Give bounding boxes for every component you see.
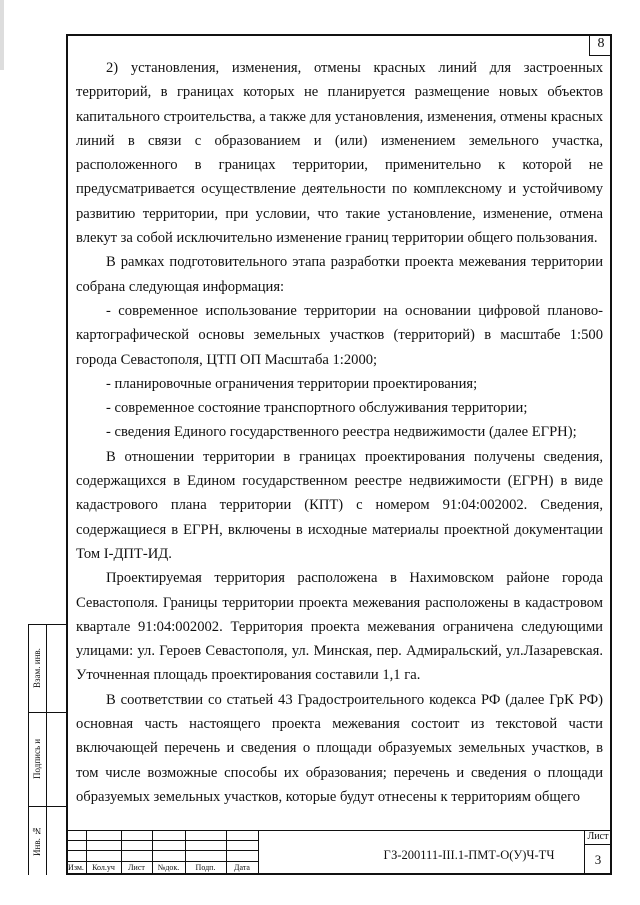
stamp-header-list: Лист [128,863,145,872]
list-item-planning-restrictions: - планировочные ограничения территории проектирования; [106,375,478,392]
sheet-label: Лист [587,831,609,842]
stamp-row-line [66,840,258,841]
list-item-egrn: - сведения Единого государственного реестра недвижимости (далее ЕГРН); [106,424,577,441]
top-page-number: 8 [589,34,612,56]
stamp-sheet-line [584,844,612,845]
stamp-header-ndok: №док. [157,863,180,872]
document-code: ГЗ-200111-III.1-ПМТ-О(У)Ч-ТЧ [383,848,555,862]
stamp-header-kol-uch: Кол.уч [92,863,115,872]
title-block-stamp [66,830,612,875]
scan-edge-mark [0,0,4,70]
left-side-stamp [28,624,66,875]
document-body [76,56,603,809]
paragraph-article-43: В соответствии со статьей 43 Градостроительного кодекса РФ (далее ГрК РФ) основная часть настоящего проекта межевания состоит из текстовой части включающей перечень и сведения о площади образуемых земельных участков, в том числе возможные способы их образования; перечень и сведения о площади образуемых земельных участков, которые будут отнесены к территориям общего [76,691,603,805]
stamp-top-line [66,830,612,831]
stamp-header-data: Дата [234,863,250,872]
stamp-header-podp: Подп. [195,863,216,872]
side-label-inv-no: Инв. № [32,825,42,856]
stamp-col-line [258,830,259,875]
paragraph-egrn-info: В отношении территории в границах проектирования получены сведения, содержащихся в Едином государственном реестре недвижимости (ЕГРН) в виде кадастрового плана территории (КПТ) с номером 91:04:002002. Сведения, содержащиеся в ЕГРН, включены в исходные материалы проектной документации Том I-ДПТ-ИД. [76,448,603,562]
side-label-podpis: Подпись и [32,738,42,780]
list-item-current-use: - современное использование территории на основании цифровой планово-картографической основы земельных участков (территорий) в масштабе 1:500 города Севастополя, ЦТП ОП Масштаба 1:2000; [76,302,603,368]
stamp-header-izm: Изм. [68,863,84,872]
paragraph-preparatory-stage: В рамках подготовительного этапа разработки проекта межевания территории собрана следующая информация: [76,254,603,295]
paragraph-territory-location: Проектируемая территория расположена в Нахимовском районе города Севастополя. Границы территории проекта межевания расположены в кадастровом квартале 91:04:002002. Территория проекта межевания ограничена следующими улицами: ул. Героев Севастополя, ул. Минская, пер. Адмиральский, ул.Лазаревская. Уточненная площадь проектирования составили 1,1 га. [76,570,603,684]
stamp-row-line [66,850,258,851]
paragraph-red-lines: 2) установления, изменения, отмены красных линий для застроенных территорий, в границах которых не планируется размещение новых объектов капитального строительства, а также для установления, изменения, отмены красных линий в связи с образованием и (или) изменением земельного участка, расположенного в границах территории, применительно к которой не предусматривается осуществление деятельности по комплексному и устойчивому развитию территории, при условии, что такие установление, изменение, отмена влекут за собой исключительно изменение границ территории общего пользования. [76,60,603,247]
sheet-number: 3 [594,852,602,867]
side-label-vzam-inv: Взам. инв. [32,648,42,688]
stamp-row-line [66,861,258,862]
list-item-transport: - современное состояние транспортного обслуживания территории; [106,400,528,417]
side-strip-inner-line [46,624,47,875]
